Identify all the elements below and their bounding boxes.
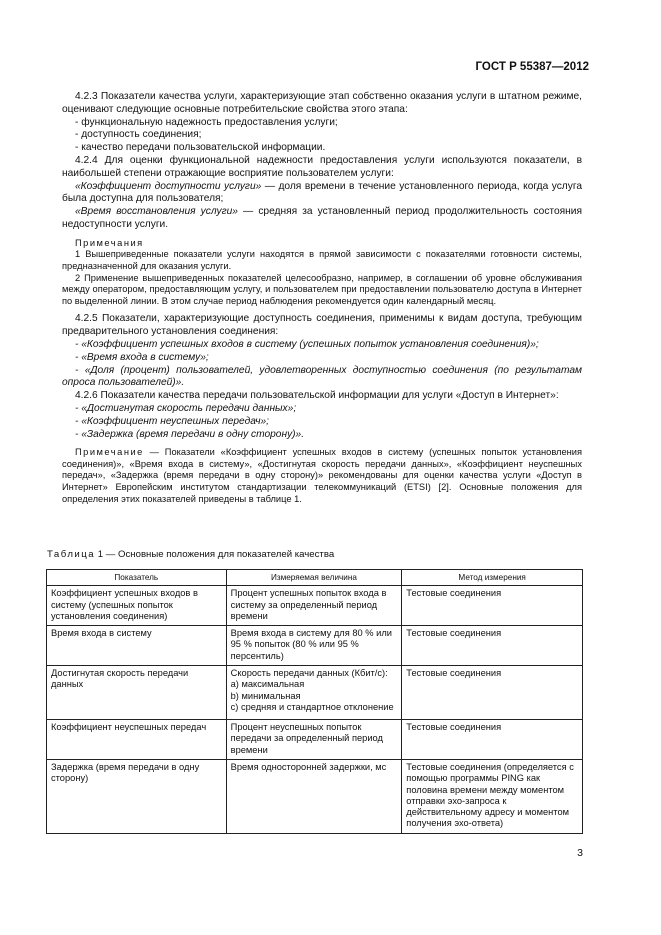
list-item: - качество передачи пользовательской информации.: [75, 142, 326, 154]
table-row: [47, 586, 583, 626]
note-text: — Показатели «Коэффициент успешных входов в систему (успешных попыток установления соединения)», «Время входа в систему», «Достигнутая скорость передачи данных», «Коэффициент неуспешных передач», «Задержка (время передачи в одну сторону)» рекомендованы для оценки качества услуги «Доступ в Интернет» Европейским институтом стандартизации телекоммуникаций (ETSI) [2]. Основные положения для определения этих показателей приведены в таблице 1.: [62, 447, 582, 504]
table-caption-text: 1 — Основные положения для показателей качества: [95, 549, 335, 560]
list-item: - «Задержка (время передачи в одну сторону)».: [75, 428, 305, 440]
table-row: [47, 759, 583, 833]
note-2: 2 Применение вышеприведенных показателей целесообразно, например, в соглашении об уровне обслуживания между оператором, предоставляющим услугу, и пользователем при предоставлении пользователю доступа в Интернет по выделенной линии. В этом случае период наблюдения рекомендуется один календарный месяц.: [62, 272, 582, 306]
paragraph-4-2-6: 4.2.6 Показатели качества передачи пользовательской информации для услуги «Доступ в Интернет»:: [75, 390, 559, 402]
table-cell: Тестовые соединения: [402, 720, 583, 760]
paragraph-4-2-3: 4.2.3 Показатели качества услуги, характеризующие этап собственно оказания услуги в штатном режиме, оценивают следующие основные потребительские свойства этого этапа:: [62, 91, 582, 115]
definition-term: «Коэффициент доступности услуги»: [75, 180, 262, 192]
list-item: - «Коэффициент неуспешных передач»;: [75, 415, 269, 427]
paragraph-4-2-4: 4.2.4 Для оценки функциональной надежности предоставления услуги используются показатели, в наибольшей степени отражающие восприятие пользователем услуги:: [62, 154, 582, 179]
table-cell: Коэффициент неуспешных передач: [47, 720, 227, 760]
table-cell: Процент неуспешных попыток передачи за определенный период времени: [226, 720, 402, 760]
table-row: [47, 626, 583, 666]
list-item: - «Время входа в систему»;: [75, 351, 209, 363]
table-cell: Тестовые соединения (определяется с помощью программы PING как половина времени между моментом отправки эхо-запроса к действительному адресу и моментом получения эхо-ответа): [402, 759, 583, 833]
notes-title: Примечания: [75, 237, 144, 248]
table-caption-label: Таблица: [47, 549, 96, 560]
table-cell: Тестовые соединения: [402, 626, 583, 666]
quality-indicators-table: [46, 569, 583, 834]
document-code: ГОСТ Р 55387—2012: [475, 61, 589, 73]
list-item: - «Коэффициент успешных входов в систему (успешных попыток установления соединения)»;: [75, 338, 539, 350]
definition-text: — доля времени в течение установленного периода, когда услуга была доступна для пользователя;: [62, 180, 582, 205]
note-1: 1 Вышеприведенные показатели услуги находятся в прямой зависимости с показателями готовности системы, предназначенной для оказания услуги.: [62, 249, 582, 271]
table-caption: [47, 549, 334, 560]
list-item: - «Достигнутая скорость передачи данных»;: [75, 402, 297, 414]
table-cell: Достигнутая скорость передачи данных: [47, 666, 227, 720]
paragraph-4-2-5: 4.2.5 Показатели, характеризующие доступность соединения, применимы к видам доступа, требующим предварительного установления соединения:: [62, 313, 582, 338]
note-title: Примечание: [75, 447, 144, 458]
definition-recovery-time: [62, 206, 582, 232]
table-cell: Тестовые соединения: [402, 666, 583, 720]
definition-text: — средняя за установленный период продолжительность состояния недоступности услуги.: [62, 206, 582, 230]
table-cell: Время входа в систему: [47, 626, 227, 666]
table-row: [47, 666, 583, 720]
table-cell: Задержка (время передачи в одну сторону): [47, 759, 227, 833]
table-cell: Процент успешных попыток входа в систему за определенный период времени: [226, 586, 402, 626]
column-header: Показатель: [47, 570, 227, 586]
page-number: 3: [577, 847, 583, 859]
table-cell: Скорость передачи данных (Кбит/с): а) максимальная b) минимальная с) средняя и стандартное отклонение: [226, 666, 402, 720]
table-cell: Коэффициент успешных входов в систему (успешных попыток установления соединения): [47, 586, 227, 626]
note-3: [62, 447, 582, 505]
list-item: - функциональную надежность предоставления услуги;: [75, 116, 338, 128]
table-cell: Время односторонней задержки, мс: [226, 759, 402, 833]
table-cell: Время входа в систему для 80 % или 95 % попыток (80 % или 95 % персентиль): [226, 626, 402, 666]
list-item: - доступность соединения;: [75, 129, 202, 141]
definition-term: «Время восстановления услуги»: [75, 206, 238, 218]
table-row: [47, 720, 583, 760]
table-cell: Тестовые соединения: [402, 586, 583, 626]
column-header: Измеряемая величина: [226, 570, 402, 586]
column-header: Метод измерения: [402, 570, 583, 586]
list-item: - «Доля (процент) пользователей, удовлетворенных доступностью соединения (по результатам опроса пользователей)».: [62, 364, 582, 389]
definition-availability: [62, 181, 582, 207]
document-body: [62, 91, 582, 505]
table-header-row: [47, 570, 583, 586]
